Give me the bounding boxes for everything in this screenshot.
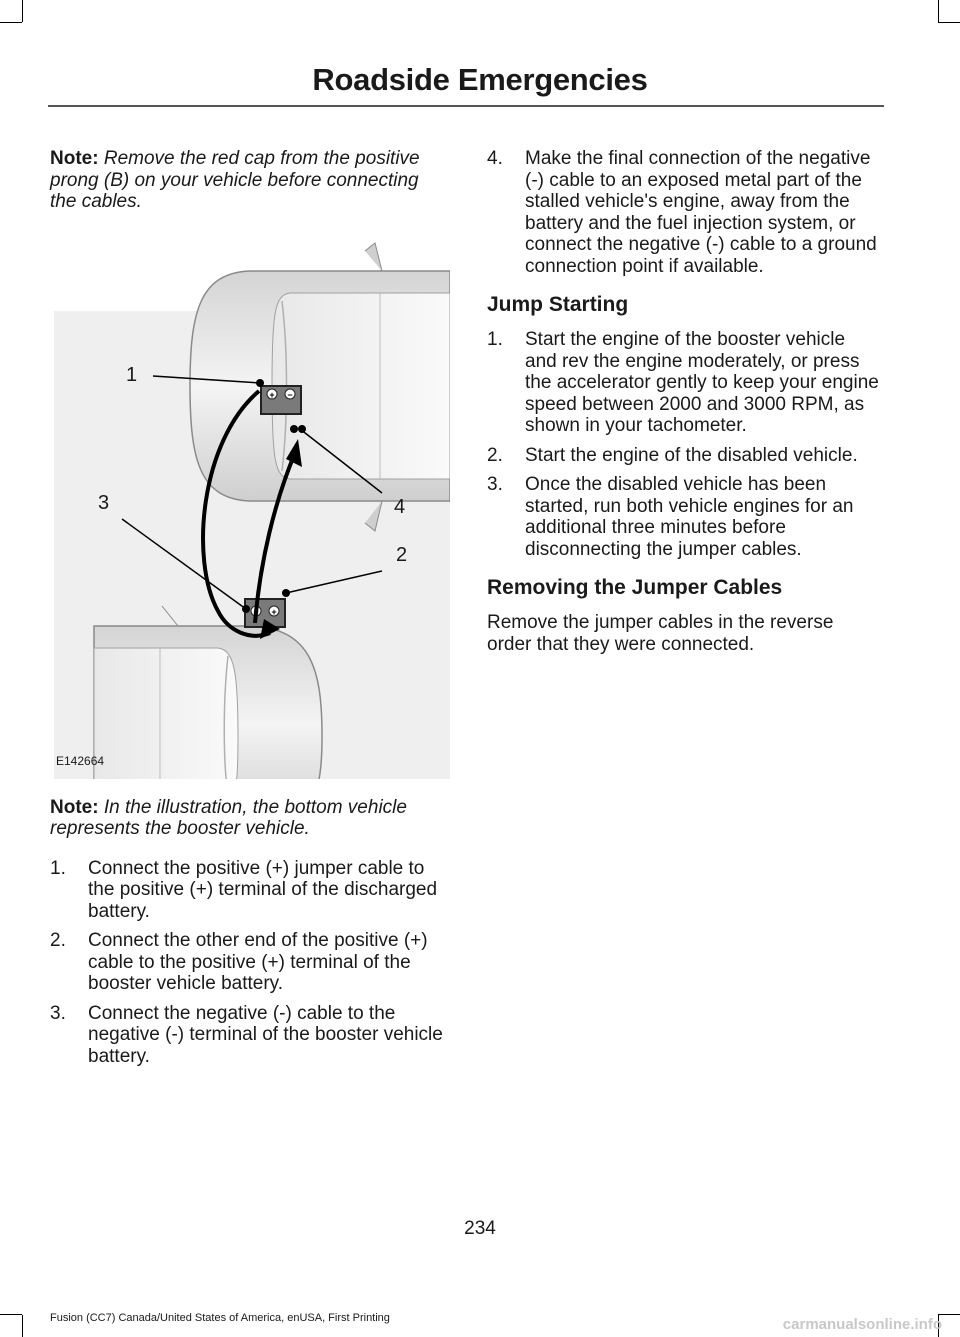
crop-mark (0, 22, 22, 23)
list-item (487, 329, 882, 437)
page-number: 234 (464, 1218, 496, 1239)
step-text: Start the engine of the booster vehicle and rev the engine moderately, or press the accelerator gently to keep your engine speed between 2000 and 3000 RPM, as shown in your tachometer. (525, 329, 879, 436)
connection-steps (50, 858, 450, 1068)
callout-label-3: 3 (98, 491, 110, 514)
step-text: Make the final connection of the negative (-) cable to an exposed metal part of the stalled vehicle's engine, away from the battery and the fuel injection system, or connect the negative (-) cable to a ground connection point if available. (525, 148, 877, 277)
step-text: Once the disabled vehicle has been started, run both vehicle engines for an additional three minutes before disconnecting the jumper cables. (525, 474, 854, 560)
callout-dot-1 (256, 379, 264, 387)
jump-starting-steps (487, 329, 882, 560)
callout-label-1: 1 (126, 363, 138, 386)
crop-mark (938, 22, 960, 23)
step-number: 1. (487, 329, 503, 350)
step-number: 2. (487, 444, 503, 466)
removing-text: Remove the jumper cables in the reverse order that they were connected. (487, 612, 834, 655)
connection-steps-continued (487, 148, 882, 277)
ground-point-dot (290, 425, 298, 433)
svg-text:−: − (287, 389, 293, 400)
footer-text: Fusion (CC7) Canada/United States of America, enUSA, First Printing (50, 1312, 390, 1324)
crop-mark (22, 0, 23, 22)
svg-text:+: + (269, 389, 275, 400)
callout-label-2: 2 (396, 543, 408, 566)
step-number: 3. (50, 1002, 66, 1024)
step-number: 4. (487, 148, 503, 169)
note-label: Note: (50, 796, 99, 818)
list-item (487, 445, 882, 467)
crop-mark (938, 1314, 960, 1315)
section-heading-jump-starting: Jump Starting (487, 293, 629, 316)
list-item (487, 148, 882, 277)
figure-code: E142664 (56, 754, 105, 768)
note-booster (50, 797, 450, 840)
svg-text:+: + (271, 606, 277, 617)
watermark: carmanualsonline.info (782, 1316, 942, 1333)
list-item (487, 474, 882, 560)
note-red-cap (50, 148, 450, 213)
note-text: In the illustration, the bottom vehicle represents the booster vehicle. (50, 796, 407, 839)
left-column (50, 148, 450, 1075)
callout-label-4: 4 (394, 495, 406, 518)
right-column (487, 148, 882, 655)
step-text: Start the engine of the disabled vehicle. (525, 444, 858, 466)
svg-text:−: − (253, 606, 259, 617)
two-vehicles-diagram (50, 231, 450, 779)
callout-dot-4 (298, 425, 306, 433)
disabled-vehicle (190, 243, 450, 531)
list-item (50, 930, 450, 995)
discharged-battery (261, 386, 301, 414)
step-text: Connect the positive (+) jumper cable to the positive (+) terminal of the discharged battery. (88, 857, 438, 922)
note-text: Remove the red cap from the positive prong (B) on your vehicle before connecting the cables. (50, 148, 420, 212)
section-heading-removing-cables: Removing the Jumper Cables (487, 576, 783, 599)
page-title: Roadside Emergencies (312, 62, 648, 97)
crop-mark (938, 0, 939, 22)
step-number: 1. (50, 857, 66, 879)
step-text: Connect the negative (-) cable to the negative (-) terminal of the booster vehicle battery. (88, 1002, 443, 1067)
callout-dot-2 (282, 589, 290, 597)
crop-mark (0, 1314, 22, 1315)
jump-start-illustration (50, 231, 450, 779)
callout-dot-3 (242, 605, 250, 613)
header-divider (48, 105, 884, 107)
note-label: Note: (50, 148, 99, 169)
step-number: 3. (487, 474, 503, 495)
step-number: 2. (50, 930, 66, 951)
list-item (50, 1003, 450, 1068)
crop-mark (22, 1315, 23, 1337)
list-item (50, 858, 450, 923)
step-text: Connect the other end of the positive (+) cable to the positive (+) terminal of the booster vehicle battery. (88, 930, 428, 994)
